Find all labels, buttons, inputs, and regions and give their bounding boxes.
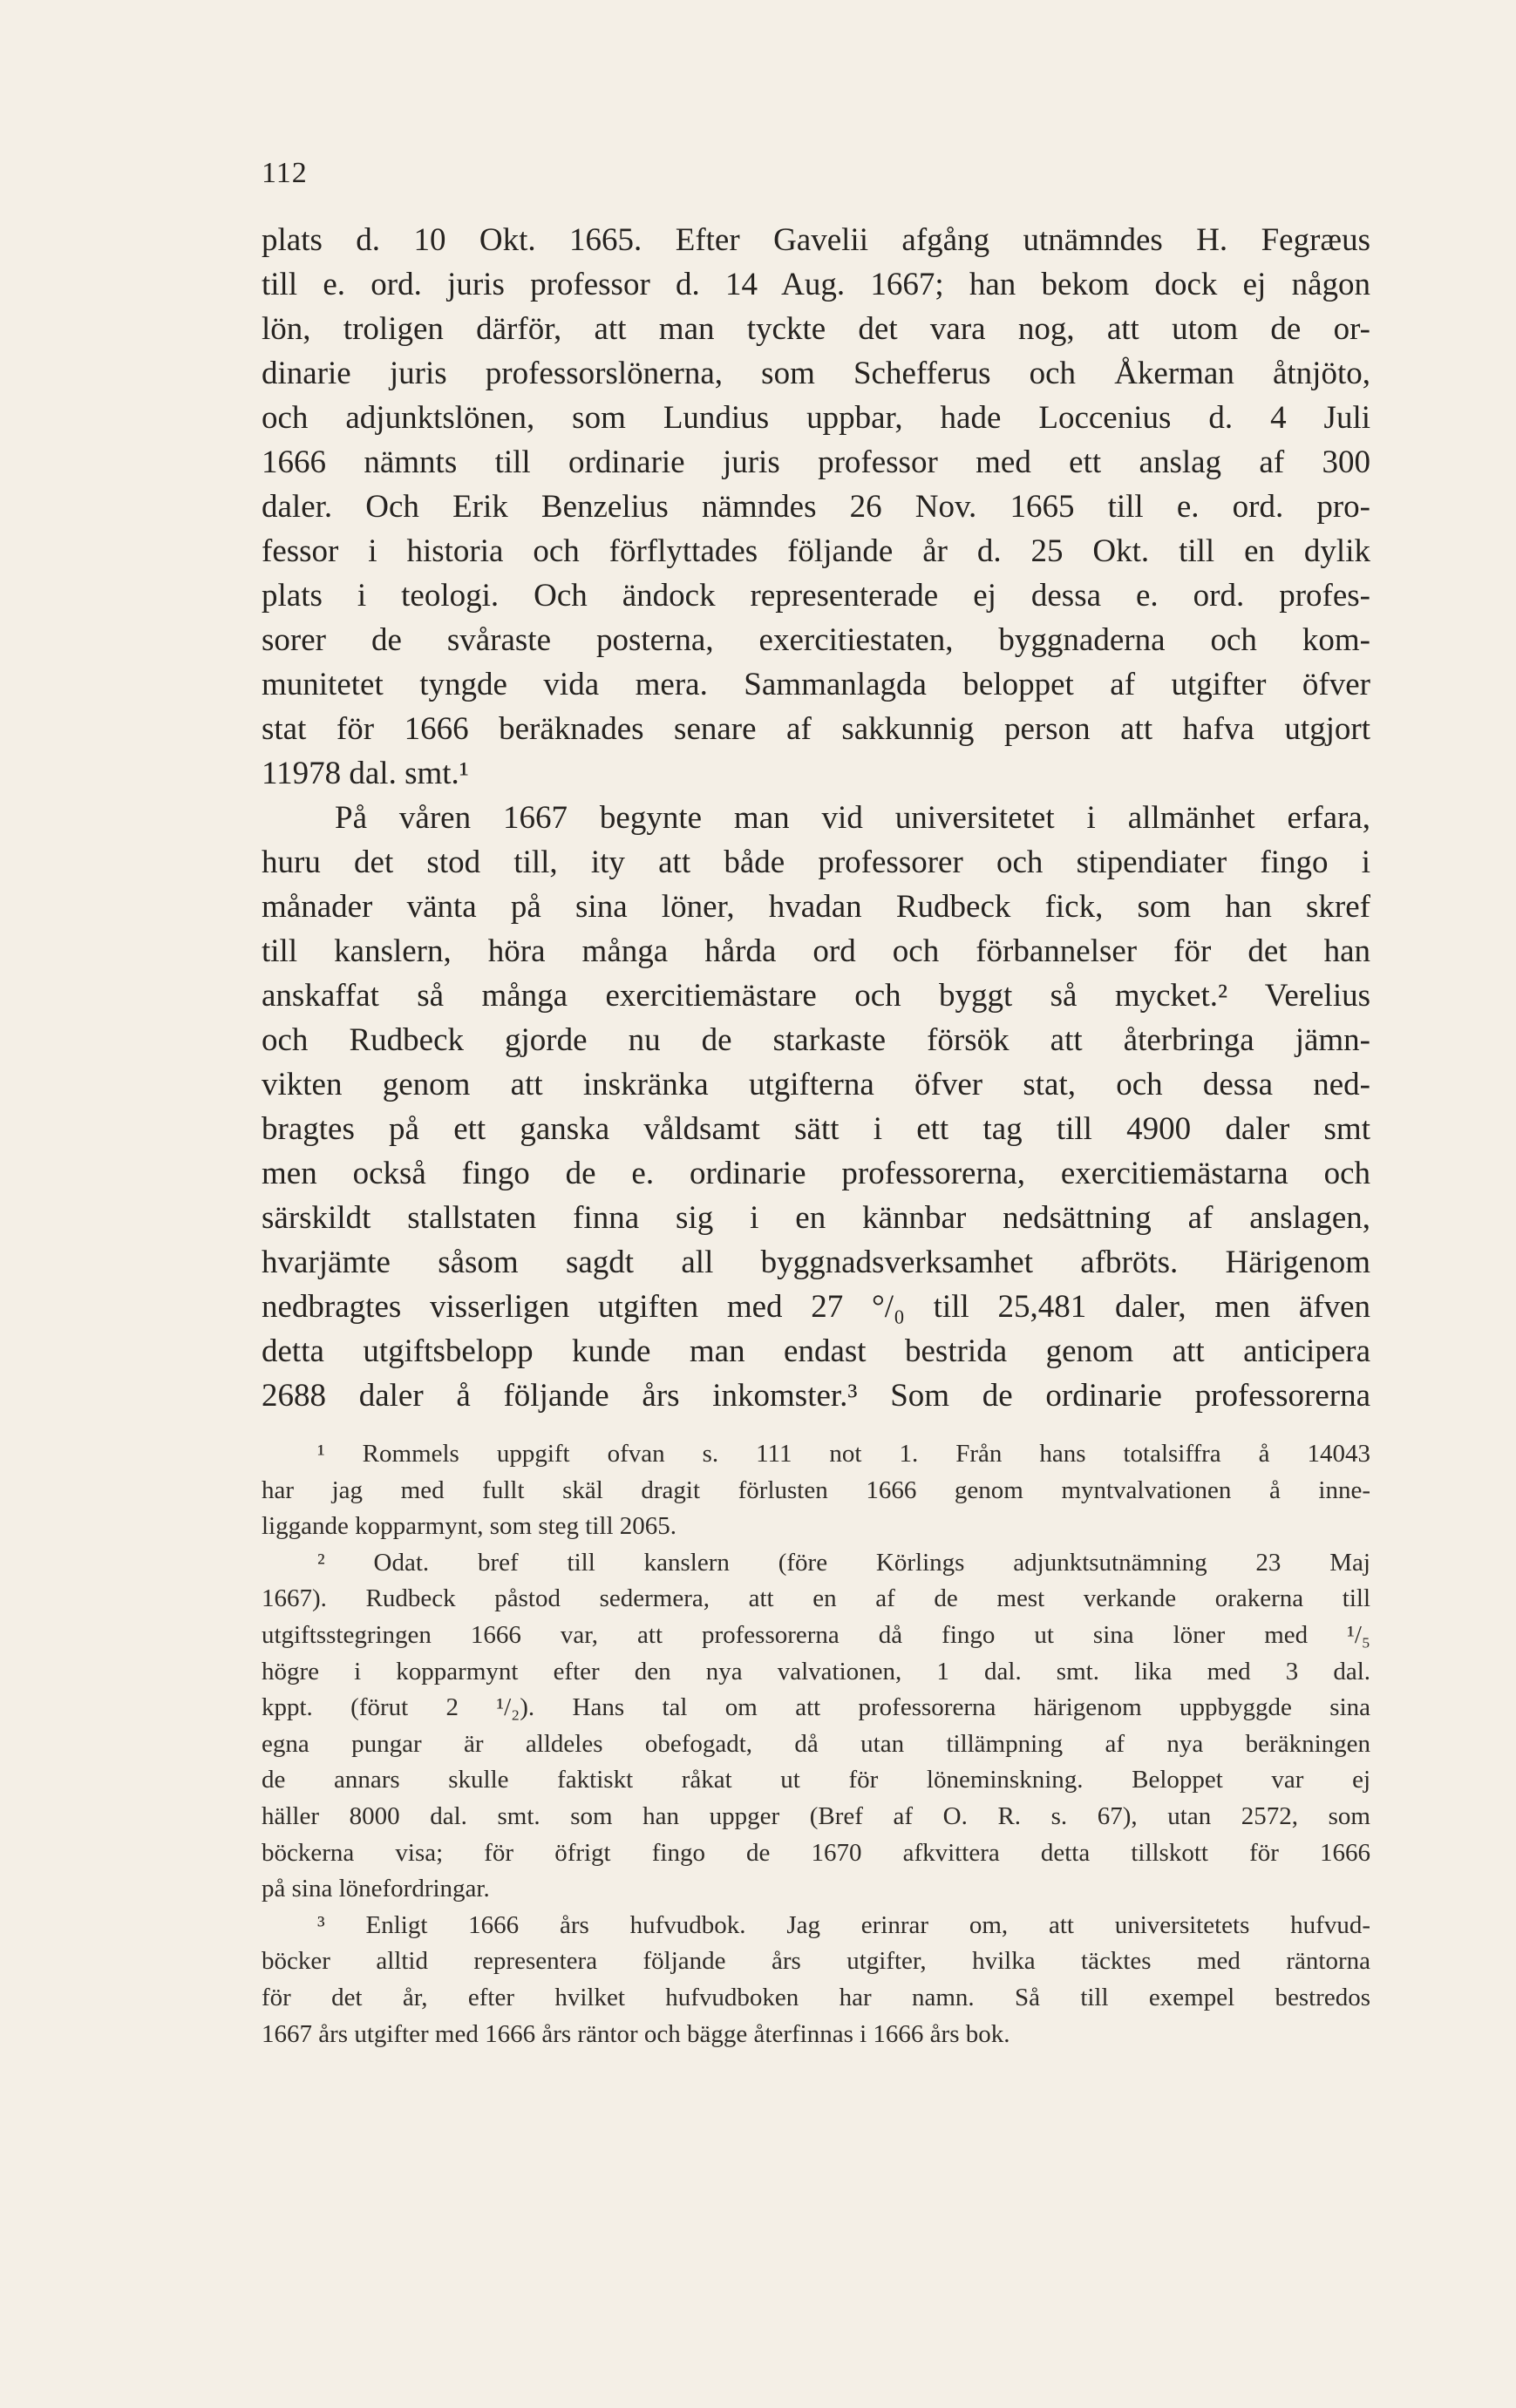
footnote-line: böcker alltid representera följande års utgifter, hvilka täcktes med räntorna xyxy=(262,1947,1370,1976)
body-line: sorer de svåraste posterna, exercitiestaten, byggnaderna och kom- xyxy=(262,622,1370,658)
body-line: dinarie juris professorslönerna, som Schefferus och Åkerman åtnjöto, xyxy=(262,356,1370,391)
footnote-line: för det år, efter hvilket hufvudboken har namn. Så till exempel bestredos xyxy=(262,1983,1370,2011)
body-text xyxy=(262,218,1370,1418)
body-line: till e. ord. juris professor d. 14 Aug. 1667; han bekom dock ej någon xyxy=(262,267,1370,302)
footnote-line: på sina lönefordringar. xyxy=(262,1875,490,1903)
footnote-line: 1667). Rudbeck påstod sedermera, att en af de mest verkande orakerna till xyxy=(262,1584,1370,1613)
footnote-line: de annars skulle faktiskt råkat ut för löneminskning. Beloppet var ej xyxy=(262,1766,1370,1794)
body-line: och adjunktslönen, som Lundius uppbar, hade Loccenius d. 4 Juli xyxy=(262,400,1370,436)
footnote-line: liggande kopparmynt, som steg till 2065. xyxy=(262,1512,677,1541)
body-line: plats i teologi. Och ändock representerade ej dessa e. ord. profes- xyxy=(262,578,1370,614)
body-line: månader vänta på sina löner, hvadan Rudbeck fick, som han skref xyxy=(262,889,1370,925)
footnote-line: kppt. (förut 2 ¹/₂). Hans tal om att professorerna härigenom uppbyggde sina xyxy=(262,1693,1370,1722)
footnote-line: utgiftsstegringen 1666 var, att professorerna då fingo ut sina löner med ¹/₅ xyxy=(262,1620,1370,1649)
body-line: 11978 dal. smt.¹ xyxy=(262,756,469,791)
body-line: huru det stod till, ity att både professorer och stipendiater fingo i xyxy=(262,844,1370,880)
footnote-line: har jag med fullt skäl dragit förlusten 1666 genom myntvalvationen å inne- xyxy=(262,1475,1370,1504)
body-line: 1666 nämnts till ordinarie juris professor med ett anslag af 300 xyxy=(262,444,1370,480)
body-line: plats d. 10 Okt. 1665. Efter Gavelii afgång utnämndes H. Fegræus xyxy=(262,222,1370,258)
body-line: stat för 1666 beräknades senare af sakkunnig person att hafva utgjort xyxy=(262,711,1370,747)
footnote-line: 1667 års utgifter med 1666 års räntor och bägge återfinnas i 1666 års bok. xyxy=(262,2019,1010,2048)
body-line: daler. Och Erik Benzelius nämndes 26 Nov. 1665 till e. ord. pro- xyxy=(262,489,1370,525)
body-line: och Rudbeck gjorde nu de starkaste försök att återbringa jämn- xyxy=(262,1022,1370,1058)
footnote-line: ¹ Rommels uppgift ofvan s. 111 not 1. Från hans totalsiffra å 14043 xyxy=(317,1440,1370,1468)
body-line: till kanslern, höra många hårda ord och förbannelser för det han xyxy=(262,933,1370,969)
page-number: 112 xyxy=(262,157,308,189)
body-line: 2688 daler å följande års inkomster.³ Som de ordinarie professorerna xyxy=(262,1378,1370,1414)
body-line: hvarjämte såsom sagdt all byggnadsverksamhet afbröts. Härigenom xyxy=(262,1245,1370,1280)
body-line: munitetet tyngde vida mera. Sammanlagda beloppet af utgifter öfver xyxy=(262,667,1370,702)
body-line: anskaffat så många exercitiemästare och byggt så mycket.² Verelius xyxy=(262,978,1370,1014)
body-line: fessor i historia och förflyttades följande år d. 25 Okt. till en dylik xyxy=(262,533,1370,569)
body-line: nedbragtes visserligen utgiften med 27 °/₀ till 25,481 daler, men äfven xyxy=(262,1289,1370,1325)
body-line: särskildt stallstaten finna sig i en kännbar nedsättning af anslagen, xyxy=(262,1200,1370,1236)
footnote-line: ² Odat. bref till kanslern (före Körlings adjunktsutnämning 23 Maj xyxy=(317,1548,1370,1577)
footnote-line: böckerna visa; för öfrigt fingo de 1670 afkvittera detta tillskott för 1666 xyxy=(262,1838,1370,1867)
body-line: vikten genom att inskränka utgifterna öfver stat, och dessa ned- xyxy=(262,1067,1370,1102)
footnote-line: högre i kopparmynt efter den nya valvationen, 1 dal. smt. lika med 3 dal. xyxy=(262,1657,1370,1686)
body-line: På våren 1667 begynte man vid universitetet i allmänhet erfara, xyxy=(335,800,1370,836)
footnote-line: häller 8000 dal. smt. som han uppger (Bref af O. R. s. 67), utan 2572, som xyxy=(262,1801,1370,1830)
body-line: lön, troligen därför, att man tyckte det vara nog, att utom de or- xyxy=(262,311,1370,347)
footnotes xyxy=(262,1436,1370,2052)
body-line: bragtes på ett ganska våldsamt sätt i ett tag till 4900 daler smt xyxy=(262,1111,1370,1147)
body-line: detta utgiftsbelopp kunde man endast bestrida genom att anticipera xyxy=(262,1333,1370,1369)
body-line: men också fingo de e. ordinarie professorerna, exercitiemästarna och xyxy=(262,1156,1370,1191)
footnote-line: egna pungar är alldeles obefogadt, då utan tillämpning af nya beräkningen xyxy=(262,1729,1370,1758)
footnote-line: ³ Enligt 1666 års hufvudbok. Jag erinrar om, att universitetets hufvud- xyxy=(317,1910,1370,1939)
